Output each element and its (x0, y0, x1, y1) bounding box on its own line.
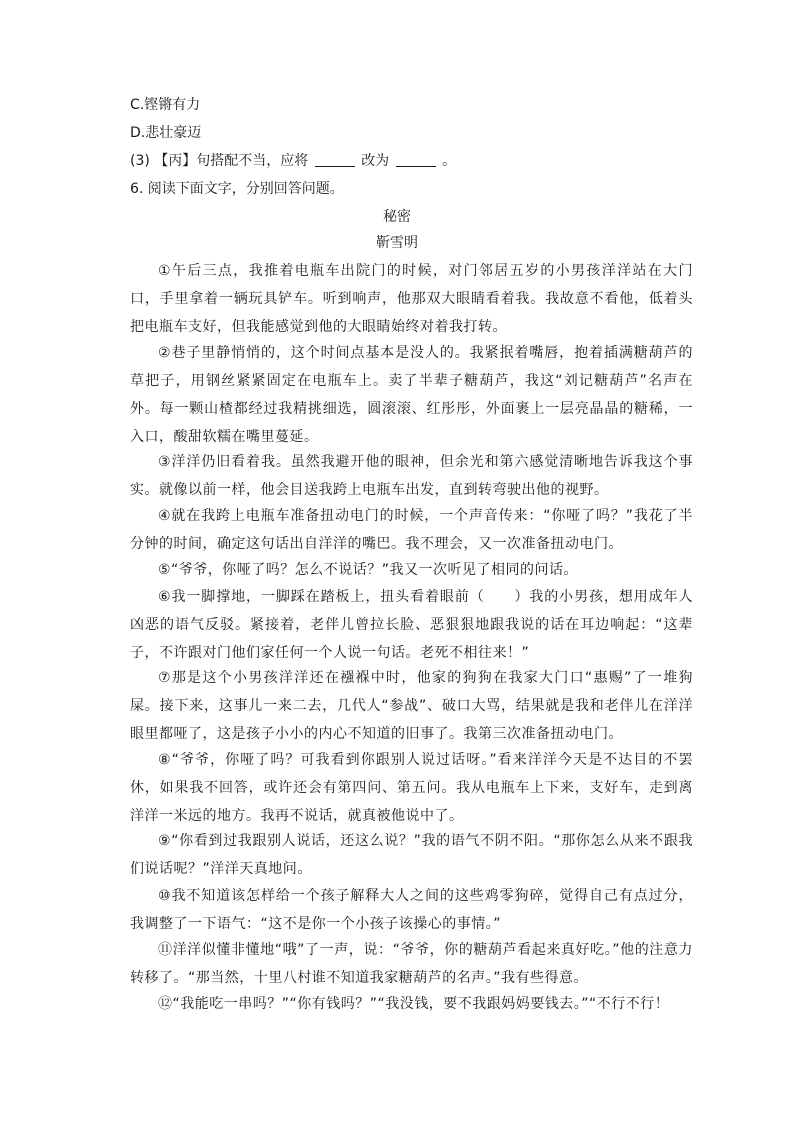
answer-blank-2[interactable] (396, 152, 436, 167)
option-c: C.铿锵有力 (130, 97, 201, 113)
answer-blank-1[interactable] (315, 152, 355, 167)
paragraph-1: ①午后三点，我推着电瓶车出院门的时候，对门邻居五岁的小男孩洋洋站在大门口，手里拿着一辆玩具铲车。听到响声，他那双大眼睛看着我。我故意不看他，低着头把电瓶车支好，但我能感觉到他的大眼睛始终对着我打转。 (130, 263, 693, 335)
paragraph-12: ⑫“我能吃一串吗？”“你有钱吗？”“我没钱，要不我跟妈妈要钱去。”“不行不行！ (158, 996, 670, 1012)
article-title: 秘密 (383, 209, 411, 225)
paragraph-11: ⑪洋洋似懂非懂地“哦”了一声，说：“爷爷，你的糖葫芦看起来真好吃。”他的注意力转移了。“那当然，十里八村谁不知道我家糖葫芦的名声。”我有些得意。 (130, 942, 693, 986)
paragraph-6: ⑥我一脚撑地，一脚踩在踏板上，扭头看着眼前（ ）我的小男孩，想用成年人凶恶的语气反驳。紧接着，老伴儿曾拉长脸、恶狠狠地跟我说的话在耳边响起：“这辈子，不许跟对门他们家任何一个人说一句话。老死不相往来！” (130, 589, 693, 661)
question-6: 6. 阅读下面文字，分别回答问题。 (130, 181, 344, 197)
question-3-suffix: 。 (442, 153, 457, 169)
question-3 (130, 151, 456, 171)
article-author: 靳雪明 (376, 235, 418, 251)
paragraph-3: ③洋洋仍旧看着我。虽然我避开他的眼神，但余光和第六感觉清晰地告诉我这个事实。就像以前一样，他会目送我跨上电瓶车出发，直到转弯驶出他的视野。 (130, 454, 693, 498)
paragraph-2: ②巷子里静悄悄的，这个时间点基本是没人的。我紧抿着嘴唇，抱着插满糖葫芦的草把子，用钢丝紧紧固定在电瓶车上。卖了半辈子糖葫芦，我这“刘记糖葫芦”名声在外。每一颗山楂都经过我精挑细选，圆滚滚、红彤彤，外面裹上一层亮晶晶的糖稀，一入口，酸甜软糯在嘴里蔓延。 (130, 345, 693, 445)
question-3-middle: 改为 (361, 153, 390, 169)
option-d: D.悲壮豪迈 (130, 125, 202, 141)
paragraph-5: ⑤“爷爷，你哑了吗？怎么不说话？”我又一次听见了相同的问话。 (158, 562, 579, 578)
paragraph-9: ⑨“你看到过我跟别人说话，还这么说？”我的语气不阴不阳。“那你怎么从来不跟我们说话呢？”洋洋天真地问。 (130, 833, 693, 877)
paragraph-4: ④就在我跨上电瓶车准备扭动电门的时候，一个声音传来：“你哑了吗？”我花了半分钟的时间，确定这句话出自洋洋的嘴巴。我不理会，又一次准备扭动电门。 (130, 508, 693, 552)
paragraph-10: ⑩我不知道该怎样给一个孩子解释大人之间的这些鸡零狗碎，觉得自己有点过分，我调整了一下语气：“这不是你一个小孩子该操心的事情。” (130, 888, 693, 932)
paragraph-7: ⑦那是这个小男孩洋洋还在襁褓中时，他家的狗狗在我家大门口“惠赐”了一堆狗屎。接下来，这事儿一来二去，几代人“参战”、破口大骂，结果就是我和老伴儿在洋洋眼里都哑了，这是孩子小小的内心不知道的旧事了。我第三次准备扭动电门。 (130, 670, 693, 742)
question-3-prefix: (3) 【丙】句搭配不当，应将 (130, 153, 309, 169)
paragraph-8: ⑧“爷爷，你哑了吗？可我看到你跟别人说过话呀。”看来洋洋今天是不达目的不罢休，如果我不回答，或许还会有第四问、第五问。我从电瓶车上下来，支好车，走到离洋洋一米远的地方。我再不说话，就真被他说中了。 (130, 752, 693, 824)
